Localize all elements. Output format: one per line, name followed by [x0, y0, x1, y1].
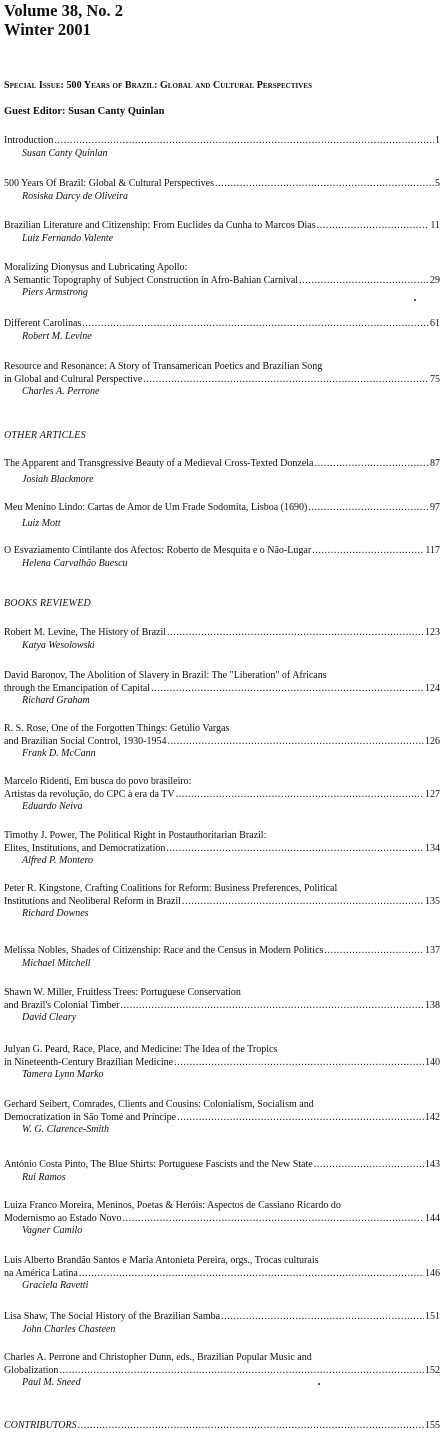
entry-title: Julyan G. Peard, Race, Place, and Medicine: The Idea of the Tropics [4, 1044, 278, 1055]
entry-author: Frank D. McCann [22, 748, 96, 759]
leader-dots [176, 789, 424, 802]
entry-title: The Apparent and Transgressive Beauty of a Medieval Cross-Texted Donzela [4, 458, 314, 469]
page-number: 123 [425, 627, 440, 638]
leader-dots [221, 1311, 424, 1324]
toc-entry [4, 220, 440, 245]
leader-dots [78, 1420, 424, 1433]
page-number: 155 [425, 1420, 440, 1431]
page-number: 144 [425, 1212, 440, 1224]
leader-dots [54, 135, 434, 148]
entry-title-line-2: and Brazilian Social Control, 1930-1954 [4, 735, 167, 747]
page-number: 134 [425, 842, 440, 854]
entry-author: Charles A. Perrone [22, 386, 100, 397]
leader-dots [324, 945, 424, 958]
leader-dots [120, 1000, 424, 1013]
leader-dots [166, 843, 424, 856]
entry-author: Graciela Ravetti [22, 1280, 89, 1291]
page-number: 124 [425, 682, 440, 694]
entry-title-line-2: A Semantic Topography of Subject Construction in Afro-Bahian Carnival [4, 274, 299, 286]
entry-author: Tamera Lynn Marko [22, 1069, 104, 1080]
toc-entry [4, 361, 440, 399]
season-heading: Winter 2001 [4, 20, 91, 39]
toc-entry [4, 1200, 440, 1238]
entry-title: Marcelo Ridenti, Em busca do povo brasileiro: [4, 776, 192, 787]
entry-title: Timothy J. Power, The Political Right in Postauthoritarian Brazil: [4, 830, 267, 841]
toc-entry [4, 545, 440, 570]
leader-dots [82, 318, 429, 331]
leader-dots [79, 1268, 424, 1281]
entry-author: Vagner Camilo [22, 1225, 83, 1236]
toc-entry [4, 830, 440, 868]
toc-entry [4, 178, 440, 203]
page-number: 138 [425, 999, 440, 1011]
toc-entry [4, 945, 440, 970]
page-number: 75 [430, 373, 440, 385]
leader-dots [167, 736, 424, 749]
toc-entry-contributors [4, 1420, 440, 1433]
leader-dots [123, 1213, 425, 1226]
entry-title-line-2: Democratization in São Tomé and Príncipe [4, 1111, 177, 1123]
leader-dots [167, 627, 424, 640]
entry-title: Shawn W. Miller, Fruitless Trees: Portuguese Conservation [4, 987, 241, 998]
entry-title: Different Carolinas [4, 318, 82, 329]
toc-entry [4, 1099, 440, 1137]
entry-author: David Cleary [22, 1012, 77, 1023]
leader-dots [151, 683, 424, 696]
entry-title: Luis Alberto Brandão Santos e Maria Antonieta Pereira, orgs., Trocas culturais [4, 1255, 319, 1266]
leader-dots [182, 896, 424, 909]
toc-entry [4, 1044, 440, 1082]
page-number: 142 [425, 1111, 440, 1123]
page-number: 137 [425, 945, 440, 956]
toc-entry [4, 627, 440, 652]
entry-title: O Esvaziamento Cintilante dos Afectos: Roberto de Mesquita e o Não-Lugar [4, 545, 312, 556]
leader-dots [314, 1159, 424, 1172]
page-number: 61 [430, 318, 440, 329]
toc-entry [4, 318, 440, 343]
entry-title-line-2: na América Latina [4, 1267, 78, 1279]
entry-title-line-2: in Nineteenth-Century Brazilian Medicine [4, 1056, 174, 1068]
entry-author: Richard Downes [22, 908, 89, 919]
leader-dots [308, 502, 429, 515]
section-heading-books-reviewed: BOOKS REVIEWED [4, 598, 91, 609]
entry-author: Josiah Blackmore [22, 473, 94, 485]
entry-author: Rui Ramos [22, 1171, 66, 1183]
page-number: 127 [425, 788, 440, 800]
page-number: 1 [435, 135, 440, 146]
entry-title: 500 Years Of Brazil: Global & Cultural Perspectives [4, 178, 214, 189]
entry-title: Brazilian Literature and Citizenship: From Euclides da Cunha to Marcos Dias [4, 220, 316, 231]
entry-title: Resource and Resonance: A Story of Transamerican Poetics and Brazilian Song [4, 361, 323, 372]
entry-title: Peter R. Kingstone, Crafting Coalitions for Reform: Business Preferences, Political [4, 883, 338, 894]
entry-title: Melissa Nobles, Shades of Citizenship: Race and the Census in Modern Politics [4, 945, 324, 956]
section-heading-other-articles: OTHER ARTICLES [4, 430, 86, 441]
stray-dot [414, 299, 416, 301]
entry-title: Meu Menino Lindo: Cartas de Amor de Um Frade Sodomita, Lisboa (1690) [4, 502, 308, 513]
toc-entry [4, 458, 440, 486]
contributors-label: CONTRIBUTORS [4, 1420, 77, 1431]
entry-title: David Baronov, The Abolition of Slavery in Brazil: The "Liberation" of Africans [4, 670, 327, 681]
special-issue-text: Special Issue: 500 Years of Brazil: Global and Cultural Perspectives [4, 80, 313, 91]
entry-title-line-2: Modernismo ao Estado Novo [4, 1212, 122, 1224]
entry-author: Alfred P. Montero [22, 855, 94, 866]
entry-title-line-2: Elites, Institutions, and Democratization [4, 842, 166, 854]
leader-dots [143, 374, 429, 387]
page-number: 117 [425, 545, 440, 556]
toc-entry [4, 1159, 440, 1184]
toc-entry [4, 262, 440, 300]
page-number: 151 [425, 1311, 440, 1322]
entry-author: Eduardo Neiva [22, 801, 83, 812]
page-number: 140 [425, 1056, 440, 1068]
toc-entry [4, 502, 440, 530]
toc-entry [4, 987, 440, 1025]
leader-dots [317, 220, 430, 233]
leader-dots [315, 458, 430, 471]
entry-title-line-2: Institutions and Neoliberal Reform in Brazil [4, 895, 181, 907]
toc-entry [4, 776, 440, 814]
entry-author: Richard Graham [22, 695, 90, 706]
page-number: 97 [430, 502, 440, 513]
leader-dots [299, 275, 429, 288]
toc-entry [4, 135, 440, 160]
entry-author: Rosiska Darcy de Oliveira [22, 190, 128, 202]
entry-author: Michael Mitchell [22, 957, 91, 969]
toc-entry [4, 883, 440, 921]
page-number: 87 [430, 458, 440, 469]
page-number: 152 [425, 1364, 440, 1376]
entry-author: W. G. Clarence-Smith [22, 1124, 110, 1135]
page-number: 126 [425, 735, 440, 747]
entry-author: Susan Canty Quinlan [22, 147, 108, 159]
page-number: 5 [435, 178, 440, 189]
page-number: 135 [425, 895, 440, 907]
leader-dots [174, 1057, 424, 1070]
stray-dot [318, 1383, 320, 1385]
toc-entry [4, 1311, 440, 1336]
page-number: 143 [425, 1159, 440, 1170]
entry-author: Helena Carvalhão Buescu [22, 557, 128, 569]
toc-entry [4, 723, 440, 761]
entry-author: John Charles Chasteen [22, 1323, 116, 1335]
volume-heading: Volume 38, No. 2 [4, 1, 124, 20]
entry-title-line-2: and Brazil's Colonial Timber [4, 999, 120, 1011]
entry-title: Robert M. Levine, The History of Brazil [4, 627, 167, 638]
leader-dots [312, 545, 424, 558]
entry-title: Charles A. Perrone and Christopher Dunn, eds., Brazilian Popular Music and [4, 1352, 312, 1363]
leader-dots [59, 1365, 424, 1378]
entry-author: Paul M. Sneed [22, 1377, 81, 1388]
entry-author: Robert M. Levine [22, 330, 92, 342]
entry-author: Piers Armstrong [22, 287, 88, 298]
entry-author: Luiz Fernando Valente [22, 232, 114, 244]
toc-entry [4, 670, 440, 708]
entry-title: Introduction [4, 135, 54, 146]
page-number: 29 [430, 274, 440, 286]
guest-editor: Guest Editor: Susan Canty Quinlan [4, 106, 165, 117]
entry-author: Luiz Mott [22, 517, 61, 529]
page-number: 146 [425, 1267, 440, 1279]
toc-entry [4, 1352, 440, 1390]
leader-dots [177, 1112, 424, 1125]
entry-author: Katya Wesolowski [22, 639, 95, 651]
entry-title: Lisa Shaw, The Social History of the Brazilian Samba [4, 1311, 221, 1322]
entry-title: António Costa Pinto, The Blue Shirts: Portuguese Fascists and the New State [4, 1159, 313, 1170]
toc-entry [4, 1255, 440, 1293]
leader-dots [215, 178, 434, 191]
entry-title-line-2: Artistas da revolução, do CPC à era da TV [4, 788, 175, 800]
page-number: 11 [430, 220, 440, 231]
entry-title-line-2: in Global and Cultural Perspective [4, 373, 143, 385]
entry-title: Moralizing Dionysus and Lubricating Apollo: [4, 262, 188, 273]
entry-title-line-2: through the Emancipation of Capital [4, 682, 151, 694]
special-issue-label [4, 80, 312, 91]
entry-title: Luiza Franco Moreira, Meninos, Poetas & Heróis: Aspectos de Cassiano Ricardo do [4, 1200, 341, 1211]
entry-title: R. S. Rose, One of the Forgotten Things: Getúlio Vargas [4, 723, 230, 734]
entry-title: Gerhard Seibert, Comrades, Clients and Cousins: Colonialism, Socialism and [4, 1099, 314, 1110]
entry-title-line-2: Globalization [4, 1364, 59, 1376]
